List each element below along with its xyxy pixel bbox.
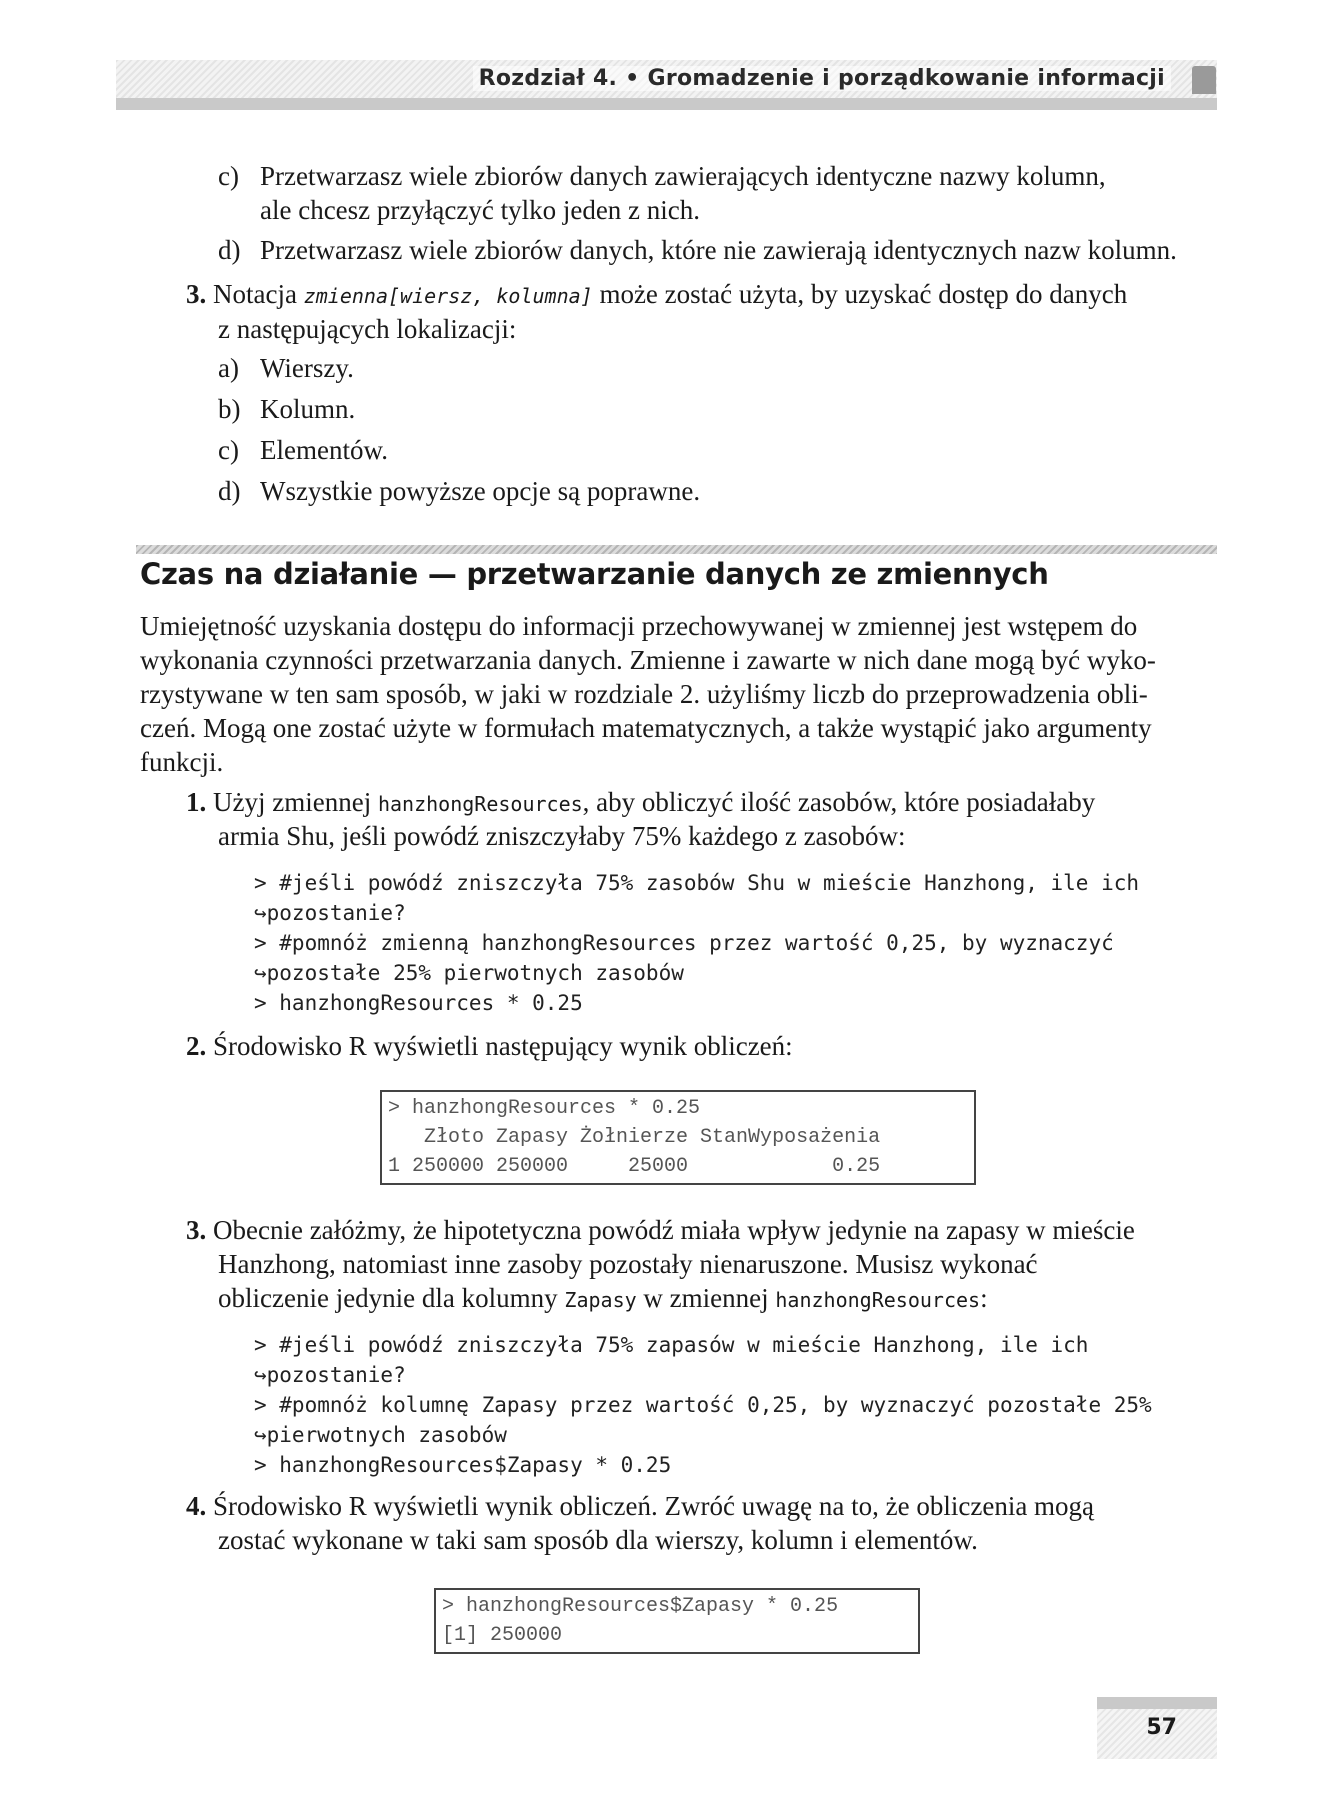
intro-line: wykonania czynności przetwarzania danych. Zmienne i zawarte w nich dane mogą być wyko-	[140, 645, 1156, 675]
step-text: Użyj zmiennej	[213, 787, 372, 817]
option-text: Elementów.	[260, 435, 388, 465]
page-number: 57	[1146, 1715, 1177, 1740]
step-number: 1.	[186, 787, 207, 817]
q3-text-before: Notacja	[213, 279, 297, 309]
code-line: > hanzhongResources$Zapasy * 0.25	[254, 1453, 672, 1477]
intro-line: rzystywane w ten sam sposób, w jaki w rozdziale 2. użyliśmy liczb do przeprowadzenia obli-	[140, 679, 1148, 709]
option-mark: a)	[218, 353, 239, 383]
step-text: Środowisko R wyświetli następujący wynik obliczeń:	[213, 1031, 793, 1061]
chapter-title: Rozdział 4. • Gromadzenie i porządkowanie informacji	[473, 66, 1171, 91]
q2-option-d	[218, 234, 1177, 267]
q3-option-a	[218, 352, 354, 385]
code-line: > #jeśli powódź zniszczyła 75% zapasów w mieście Hanzhong, ile ich	[254, 1333, 1089, 1357]
section-divider	[136, 545, 1217, 554]
running-header-rule	[116, 98, 1217, 110]
r-console-output	[380, 1090, 976, 1185]
step-text: , aby obliczyć ilość zasobów, które posiadałaby	[582, 787, 1096, 817]
q3-text	[186, 278, 1127, 313]
option-text: Wierszy.	[260, 353, 354, 383]
step-3-line2: Hanzhong, natomiast inne zasoby pozostały nienaruszone. Musisz wykonać	[218, 1249, 1038, 1279]
console-line: > hanzhongResources$Zapasy * 0.25	[442, 1595, 839, 1618]
console-line: > hanzhongResources * 0.25	[388, 1097, 701, 1120]
thumb-tab	[1192, 66, 1216, 94]
code-line: > hanzhongResources * 0.25	[254, 991, 583, 1015]
code-line: ↪pozostałe 25% pierwotnych zasobów	[254, 961, 684, 985]
q3-option-d	[218, 475, 700, 508]
code-line: > #jeśli powódź zniszczyła 75% zasobów Shu w mieście Hanzhong, ile ich	[254, 871, 1140, 895]
intro-line: czeń. Mogą one zostać użyte w formułach matematycznych, a także wystąpić jako argumenty	[140, 713, 1152, 743]
step-3-line3	[218, 1282, 988, 1317]
step-text: Obecnie załóżmy, że hipotetyczna powódź miała wpływ jedynie na zapasy w mieście	[213, 1215, 1135, 1245]
step-1	[186, 786, 1095, 821]
code-line: > #pomnóż kolumnę Zapasy przez wartość 0,25, by wyznaczyć pozostałe 25%	[254, 1393, 1152, 1417]
q3-line2: z następujących lokalizacji:	[218, 314, 517, 344]
q2-option-c-line2: ale chcesz przyłączyć tylko jeden z nich.	[260, 195, 701, 225]
intro-line: Umiejętność uzyskania dostępu do informacji przechowywanej w zmiennej jest wstępem do	[140, 611, 1138, 641]
option-text: Kolumn.	[260, 394, 356, 424]
q3-option-c	[218, 434, 388, 467]
q3-option-b	[218, 393, 355, 426]
option-mark: d)	[218, 235, 241, 265]
option-text: Wszystkie powyższe opcje są poprawne.	[260, 476, 701, 506]
section-title: Czas na działanie — przetwarzanie danych ze zmiennych	[140, 557, 1049, 591]
intro-line: funkcji.	[140, 747, 224, 777]
q3-number: 3.	[186, 279, 207, 309]
inline-code: Zapasy	[564, 1288, 637, 1312]
page-number-band	[1097, 1697, 1217, 1709]
code-line: ↪pozostanie?	[254, 1363, 406, 1387]
inline-code: hanzhongResources	[775, 1288, 981, 1312]
option-text: Przetwarzasz wiele zbiorów danych zawierających identyczne nazwy kolumn,	[260, 161, 1106, 191]
code-line: > #pomnóż zmienną hanzhongResources przez wartość 0,25, by wyznaczyć	[254, 931, 1114, 955]
inline-code: hanzhongResources	[377, 792, 583, 816]
step-2	[186, 1030, 793, 1063]
option-mark: d)	[218, 476, 241, 506]
q3-text-after: może zostać użyta, by uzyskać dostęp do danych	[599, 279, 1128, 309]
code-line: ↪pierwotnych zasobów	[254, 1423, 507, 1447]
step-text: w zmiennej	[643, 1283, 769, 1313]
console-line: [1] 250000	[442, 1624, 563, 1647]
step-text: Środowisko R wyświetli wynik obliczeń. Zwróć uwagę na to, że obliczenia mogą	[213, 1491, 1095, 1521]
option-mark: b)	[218, 394, 241, 424]
step-1-line2: armia Shu, jeśli powódź zniszczyłaby 75% każdego z zasobów:	[218, 821, 906, 851]
step-4-line2: zostać wykonane w taki sam sposób dla wierszy, kolumn i elementów.	[218, 1525, 978, 1555]
step-text: :	[980, 1283, 988, 1313]
console-line: Złoto Zapasy Żołnierze StanWyposażenia	[388, 1126, 881, 1149]
code-line: ↪pozostanie?	[254, 901, 406, 925]
option-text: Przetwarzasz wiele zbiorów danych, które nie zawierają identycznych nazw kolumn.	[260, 235, 1177, 265]
option-mark: c)	[218, 161, 239, 191]
q2-option-c	[218, 160, 1106, 193]
step-number: 3.	[186, 1215, 207, 1245]
step-number: 4.	[186, 1491, 207, 1521]
step-number: 2.	[186, 1031, 207, 1061]
console-line: 1 250000 250000 25000 0.25	[388, 1155, 881, 1178]
q3-code: zmienna[wiersz, kolumna]	[303, 284, 593, 308]
step-text: obliczenie jedynie dla kolumny	[218, 1283, 558, 1313]
option-mark: c)	[218, 435, 239, 465]
r-console-output	[434, 1588, 920, 1654]
step-3	[186, 1214, 1135, 1247]
step-4	[186, 1490, 1094, 1523]
